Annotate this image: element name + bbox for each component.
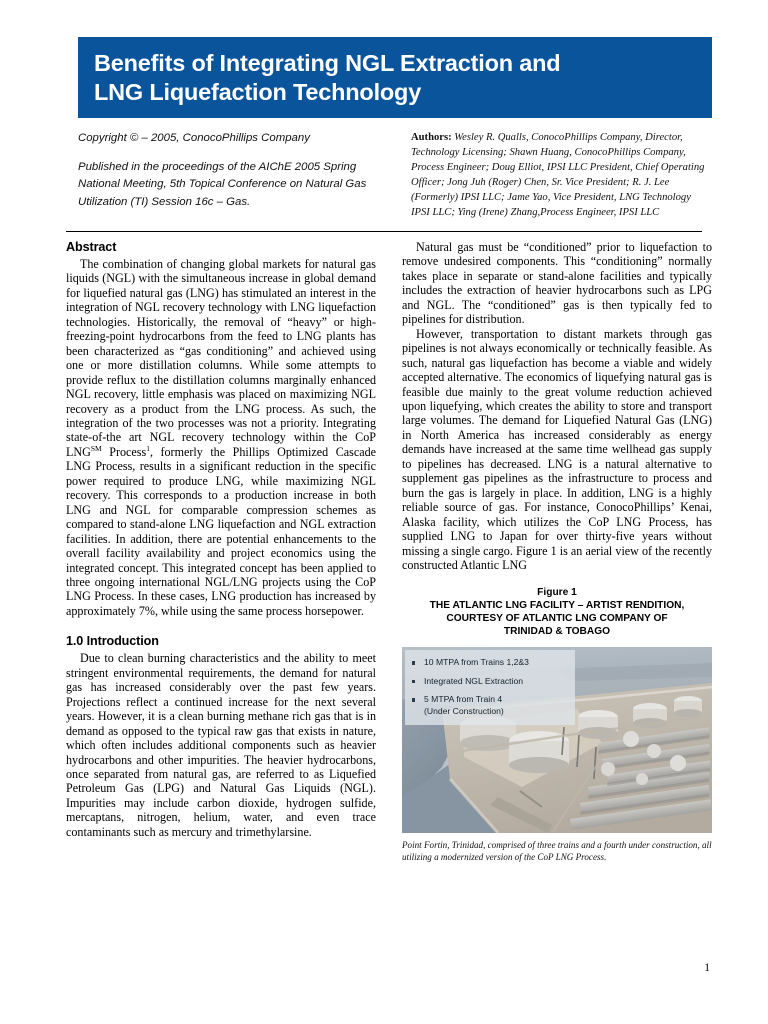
abstract-heading: Abstract xyxy=(66,240,117,254)
callout-item-2 xyxy=(411,694,569,717)
header-metadata-authors xyxy=(411,130,711,220)
figure-caption-line-3: TRINIDAD & TOBAGO xyxy=(503,626,611,638)
abstract-text-part-1: The combination of changing global markets for natural gas liquids (NGL) with the simultaneous increase in global demand for liquefied natural gas (LNG) has stimulated an interest in the integration of NGL recovery technology with LNG liquefaction technologies. Historically, the removal of “heavy” or high-freezing-point hydrocarbons from the feed to LNG plants has been characterized as “gas conditioning” and achieved using one or more distillation columns. While some attempts to provide reflux to the distillation columns marginally enhanced NGL recovery, little emphasis was placed on maximizing NGL recovery as a product from the LNG process. As such, the integration of the two processes was not a priority. Integrating state-of-the art NGL recovery technology within the CoP LNG xyxy=(66,257,376,459)
title-banner xyxy=(78,37,712,118)
figure-image-aerial-lng-facility xyxy=(402,647,712,833)
square-bullet-icon xyxy=(412,661,415,664)
introduction-paragraph: Due to clean burning characteristics and the ability to meet stringent environmental requirements, the demand for natural gas has increased considerably over the past few years. Projections reflect a continued increase for the next several years. However, it is a clean burning methane rich gas that is in demand as opposed to the typical raw gas that exists in nature, which often includes additional components such as heavier hydrocarbons and other impurities. The heavier hydrocarbons, once separated from natural gas, are referred to as Liquefied Petroleum Gas (LPG) and Natural Gas Liquids (NGL). Impurities may include carbon dioxide, hydrogen sulfide, mercaptans, nitrogen, helium, water, and even trace contaminants such as mercury and trimethylarsine. xyxy=(66,651,376,839)
document-title-line-2: LNG Liquefaction Technology xyxy=(94,79,422,105)
figure-1 xyxy=(402,586,712,863)
document-title-line-1: Benefits of Integrating NGL Extraction and xyxy=(94,50,561,76)
figure-number: Figure 1 xyxy=(537,587,577,599)
authors-label: Authors: xyxy=(411,132,452,143)
publication-notice: Published in the proceedings of the AIChE 2005 Spring National Meeting, 5th Topical Conference on Natural Gas Utilization (TI) Session 16c – Gas. xyxy=(78,160,367,208)
section-spacer xyxy=(66,618,376,634)
callout-item-1 xyxy=(411,676,569,687)
abstract-text-part-3: , formerly the Phillips Optimized Cascade LNG Process, results in a significant reduction in the specific power required to produce LNG, while maximizing NGL recovery. This corresponds to a production increase in both LNG and NGL for comparable compression schemes as compared to stand-alone LNG liquefaction and NGL extraction facilities. In addition, there are potential enhancements to the overall facility availability and project economics using the integrated concept. This integrated concept has been applied to three ongoing international NGL/LNG projects using the CoP LNG Process. In these cases, LNG production has increased by approximately 7%, while using the same process horsepower. xyxy=(66,444,376,618)
page-number: 1 xyxy=(704,962,710,974)
copyright-notice: Copyright © – 2005, ConocoPhillips Company xyxy=(78,132,310,144)
figure-caption-bottom: Point Fortin, Trinidad, comprised of three trains and a fourth under construction, all utilizing a modernized version of the CoP LNG Process. xyxy=(402,840,712,863)
header-metadata-left xyxy=(78,130,398,211)
right-paragraph-1: Natural gas must be “conditioned” prior to liquefaction to remove undesired components. This “conditioning” normally takes place in separate or stand-alone facilities and typically includes the extraction of heavier hydrocarbons such as LPG and NGL. The “conditioned” gas is then typically fed to pipelines for distribution. xyxy=(402,240,712,327)
abstract-paragraph xyxy=(66,257,376,618)
square-bullet-icon xyxy=(412,698,415,701)
right-paragraph-2: However, transportation to distant markets through gas pipelines is not always economically or technically feasible. As such, natural gas liquefaction has become a viable and widely accepted alternative. The economics of liquefying natural gas is feasible due mainly to the great volume reduction achieved upon liquefying, which creates the ability to store and transport large volumes. The demand for Liquefied Natural Gas (LNG) in North America has increased considerably as energy demands have increased at the same time wellhead gas supply to pipelines has decreased. LNG is a natural alternative to supplement gas pipelines as the infrastructure to process and burn the gas is largely in place. In addition, LNG is a highly reliable source of gas. For instance, ConocoPhillips’ Kenai, Alaska facility, which utilizes the CoP LNG Process, has supplied LNG to Japan for over thirty-five years without missing a single cargo. Figure 1 is an aerial view of the recently constructed Atlantic LNG xyxy=(402,326,712,572)
abstract-text-part-2: Process xyxy=(101,444,147,459)
square-bullet-icon xyxy=(412,680,415,683)
figure-callout-box xyxy=(405,650,575,725)
authors-list: Wesley R. Qualls, ConocoPhillips Company, Director, Technology Licensing; Shawn Huang, ConocoPhillips Company, Process Engineer; Doug Elliot, IPSI LLC President, Chief Operating Officer; Jong Juh (Roger) Chen, Sr. Vice President; R. J. Lee (Formerly) IPSI LLC; Jame Yao, Vice President, LNG Technology IPSI LLC; Ying (Irene) Zhang,Process Engineer, IPSI LLC xyxy=(411,132,705,218)
callout-item-2-sub: (Under Construction) xyxy=(424,705,504,716)
introduction-heading: 1.0 Introduction xyxy=(66,634,159,649)
callout-item-0-main: 10 MTPA from Trains 1,2&3 xyxy=(424,657,529,668)
callout-item-0 xyxy=(411,657,569,668)
figure-caption-line-1: THE ATLANTIC LNG FACILITY – ARTIST RENDITION, xyxy=(429,600,685,612)
callout-item-2-main: 5 MTPA from Train 4 xyxy=(424,694,503,705)
header-divider-rule xyxy=(66,231,702,232)
figure-callout-list xyxy=(411,657,569,717)
figure-caption-line-2: COURTESY OF ATLANTIC LNG COMPANY OF xyxy=(446,613,668,625)
footnote-reference: 1 xyxy=(146,443,150,453)
body-column-left xyxy=(66,240,376,839)
body-column-right xyxy=(402,240,712,864)
figure-caption-top xyxy=(402,586,712,638)
service-mark-superscript: SM xyxy=(90,443,102,453)
callout-item-1-main: Integrated NGL Extraction xyxy=(424,675,524,686)
